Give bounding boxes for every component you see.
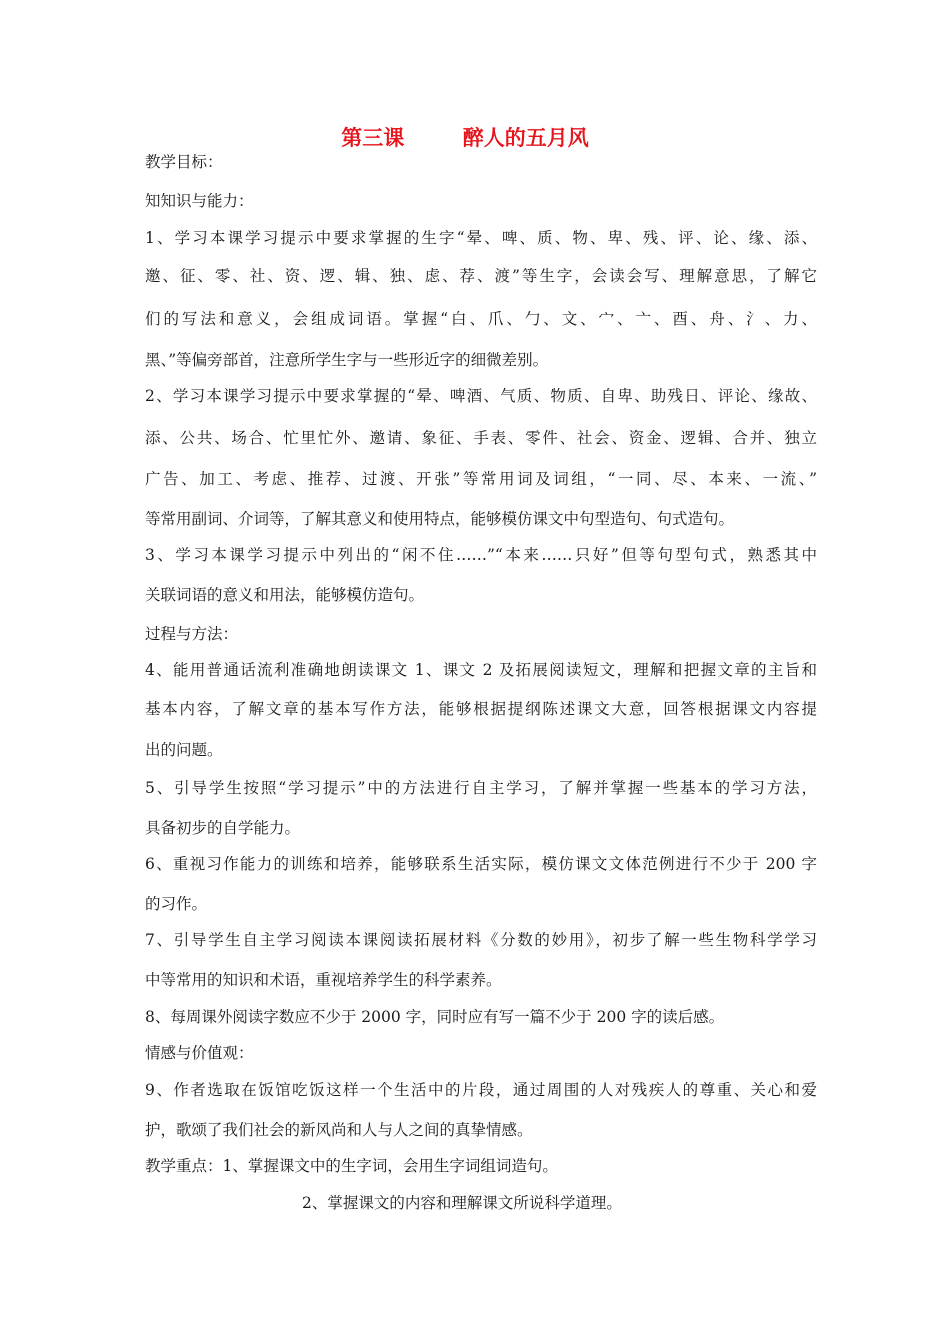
text-line: 关联词语的意义和用法，能够模仿造句。 [145, 586, 425, 604]
text-line: 添、公共、场合、忙里忙外、邀请、象征、手表、零件、社会、资金、逻辑、合并、独立 [145, 429, 817, 447]
text-line: 教学重点：1、掌握课文中的生字词，会用生字词组词造句。 [145, 1157, 558, 1175]
text-line: 广告、加工、考虑、推荐、过渡、开张”等常用词及词组，“一同、尽、本来、一流、” [145, 470, 817, 488]
text-line: 黑、”等偏旁部首，注意所学生字与一些形近字的细微差别。 [145, 351, 549, 369]
text-line: 8、每周课外阅读字数应不少于 2000 字，同时应有写一篇不少于 200 字的读后感。 [145, 1008, 725, 1026]
lesson-title: 第三课 醉人的五月风 [341, 126, 589, 150]
text-line: 3、学习本课学习提示中列出的“闲不住……”“本来……只好”但等句型句式，熟悉其中 [145, 546, 817, 564]
text-line: 们的写法和意义，会组成词语。掌握“白、爪、勹、文、宀、亠、酉、舟、氵、力、 [145, 310, 817, 328]
text-line: 邀、征、零、社、资、逻、辑、独、虑、荐、渡”等生字，会读会写、理解意思，了解它 [145, 267, 817, 285]
text-line: 过程与方法： [145, 625, 239, 643]
text-line: 5、引导学生按照“学习提示”中的方法进行自主学习，了解并掌握一些基本的学习方法， [145, 779, 817, 797]
text-line: 2、掌握课文的内容和理解课文所说科学道理。 [302, 1194, 622, 1212]
text-line: 4、能用普通话流利准确地朗读课文 1、课文 2 及拓展阅读短文，理解和把握文章的主旨和 [145, 661, 817, 679]
text-line: 出的问题。 [145, 741, 223, 759]
text-line: 6、重视习作能力的训练和培养，能够联系生活实际，模仿课文文体范例进行不少于 200 字 [145, 855, 817, 873]
text-line: 1、学习本课学习提示中要求掌握的生字“晕、啤、质、物、卑、残、评、论、缘、添、 [145, 229, 817, 247]
text-line: 2、学习本课学习提示中要求掌握的“晕、啤酒、气质、物质、自卑、助残日、评论、缘故、 [145, 387, 817, 405]
text-line: 等常用副词、介词等，了解其意义和使用特点，能够模仿课文中句型造句、句式造句。 [145, 510, 735, 528]
text-line: 教学目标： [145, 153, 223, 171]
text-line: 情感与价值观： [145, 1044, 254, 1062]
text-line: 护，歌颂了我们社会的新风尚和人与人之间的真挚情感。 [145, 1121, 533, 1139]
text-line: 7、引导学生自主学习阅读本课阅读拓展材料《分数的妙用》，初步了解一些生物科学学习 [145, 931, 817, 949]
text-line: 的习作。 [145, 895, 208, 913]
text-line: 中等常用的知识和术语，重视培养学生的科学素养。 [145, 971, 502, 989]
text-line: 具备初步的自学能力。 [145, 819, 301, 837]
text-line: 基本内容，了解文章的基本写作方法，能够根据提纲陈述课文大意，回答根据课文内容提 [145, 700, 817, 718]
text-line: 知知识与能力： [145, 192, 254, 210]
text-line: 9、作者选取在饭馆吃饭这样一个生活中的片段，通过周围的人对残疾人的尊重、关心和爱 [145, 1081, 817, 1099]
